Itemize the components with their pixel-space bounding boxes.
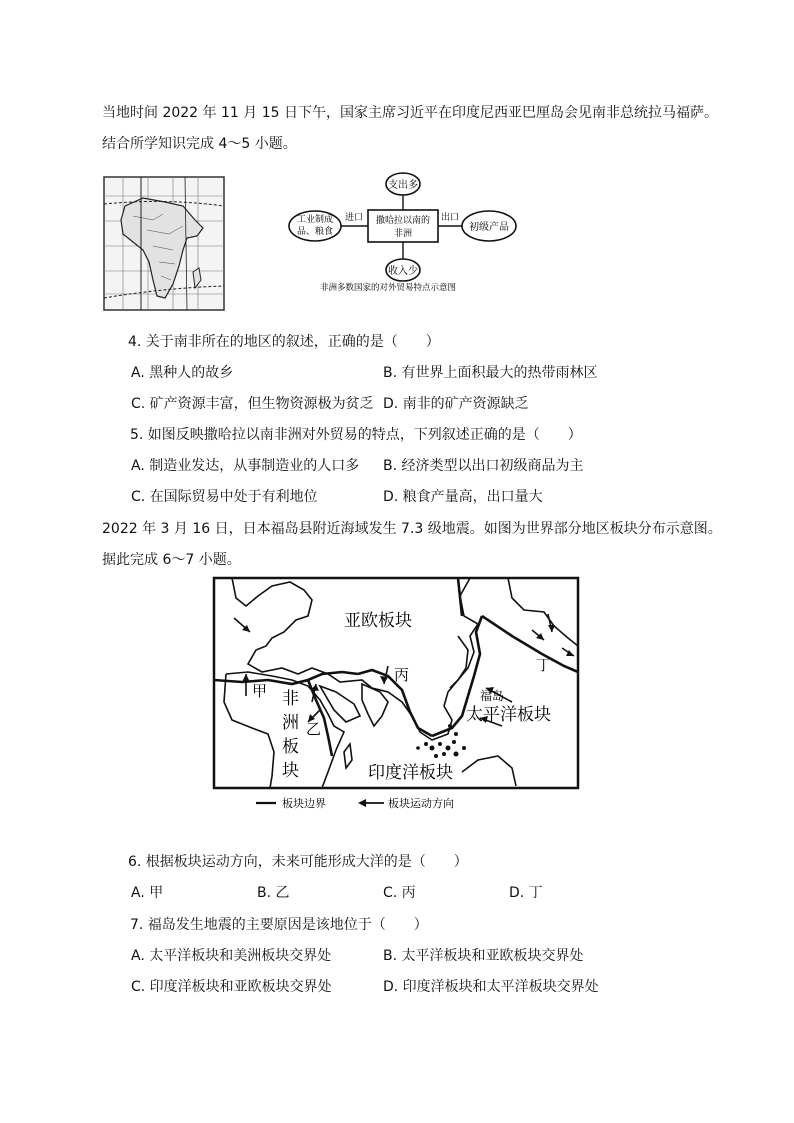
trade-export-label: 出口 (440, 213, 460, 223)
trade-diagram-svg (288, 168, 518, 296)
question-6-stem: 6. 根据板块运动方向，未来可能形成大洋的是（ ） (128, 854, 468, 870)
africa-map-svg (103, 176, 225, 311)
trade-top-label: 支出多 (388, 180, 418, 191)
point-yi-label: 乙 (306, 720, 322, 738)
plate-label-african-4: 块 (282, 761, 299, 781)
question-6-option-c[interactable]: C. 丙 (383, 885, 416, 901)
legend-boundary-label: 板块边界 (282, 797, 326, 810)
question-7-option-a[interactable]: A. 太平洋板块和美洲板块交界处 (131, 948, 332, 964)
plate-label-african-2: 洲 (282, 713, 299, 733)
question-4-option-a[interactable]: A. 黑种人的故乡 (131, 365, 234, 381)
plate-label-indian: 印度洋板块 (368, 763, 453, 783)
question-4-stem: 4. 关于南非所在的地区的叙述，正确的是（ ） (128, 334, 440, 350)
intro-paragraph-1-line-2: 结合所学知识完成 4～5 小题。 (102, 136, 297, 152)
plate-label-african-3: 板 (282, 737, 299, 757)
question-5-option-a[interactable]: A. 制造业发达，从事制造业的人口多 (131, 458, 360, 474)
trade-left-line1: 工业制成 (296, 215, 334, 225)
question-6-option-b[interactable]: B. 乙 (257, 885, 290, 901)
trade-diagram (288, 168, 518, 296)
question-5-option-d[interactable]: D. 粮食产量高，出口量大 (383, 489, 543, 505)
point-jia-label: 甲 (252, 682, 268, 700)
intro-paragraph-2: 2022 年 3 月 16 日，日本福岛县附近海域发生 7.3 级地震。如图为世界部分地区板块分布示意图。 (102, 521, 722, 537)
point-ding-label: 丁 (536, 656, 552, 674)
question-4-option-d[interactable]: D. 南非的矿产资源缺乏 (383, 396, 529, 412)
question-6-option-a[interactable]: A. 甲 (131, 885, 164, 901)
trade-left-line2: 品、粮食 (296, 227, 334, 237)
question-7-stem: 7. 福岛发生地震的主要原因是该地位于（ ） (130, 917, 428, 933)
trade-caption: 非洲多数国家的对外贸易特点示意图 (319, 283, 457, 293)
point-bing-label: 丙 (394, 666, 410, 684)
intro-paragraph-2-line-2: 据此完成 6～7 小题。 (102, 552, 241, 568)
trade-center-line1: 撒哈拉以南的 (375, 216, 431, 226)
question-7-option-c[interactable]: C. 印度洋板块和亚欧板块交界处 (131, 979, 332, 995)
plate-label-african-1: 非 (282, 689, 299, 709)
question-6-option-d[interactable]: D. 丁 (509, 885, 543, 901)
plate-label-eurasian: 亚欧板块 (344, 611, 412, 631)
question-4-option-b[interactable]: B. 有世界上面积最大的热带雨林区 (383, 365, 598, 381)
question-7-option-d[interactable]: D. 印度洋板块和太平洋板块交界处 (383, 979, 599, 995)
question-4-option-c[interactable]: C. 矿产资源丰富，但生物资源极为贫乏 (131, 396, 374, 412)
trade-right-label: 初级产品 (469, 222, 509, 233)
plate-label-pacific: 太平洋板块 (466, 705, 551, 725)
intro-paragraph-1: 当地时间 2022 年 11 月 15 日下午，国家主席习近平在印度尼西亚巴厘岛会见南非总统拉马福萨。 (102, 105, 718, 121)
africa-map-figure (103, 176, 225, 311)
plate-map-svg (212, 576, 580, 816)
question-7-option-b[interactable]: B. 太平洋板块和亚欧板块交界处 (383, 948, 584, 964)
fukushima-label: 福岛 (480, 689, 505, 703)
question-5-option-c[interactable]: C. 在国际贸易中处于有利地位 (131, 489, 318, 505)
question-5-stem: 5. 如图反映撒哈拉以南非洲对外贸易的特点，下列叙述正确的是（ ） (130, 427, 582, 443)
trade-import-label: 进口 (344, 213, 364, 223)
question-5-option-b[interactable]: B. 经济类型以出口初级商品为主 (383, 458, 584, 474)
legend-motion-label: 板块运动方向 (388, 797, 454, 810)
trade-center-line2: 非洲 (393, 229, 413, 239)
plate-map-figure (212, 576, 580, 816)
trade-bottom-label: 收入少 (388, 266, 418, 277)
